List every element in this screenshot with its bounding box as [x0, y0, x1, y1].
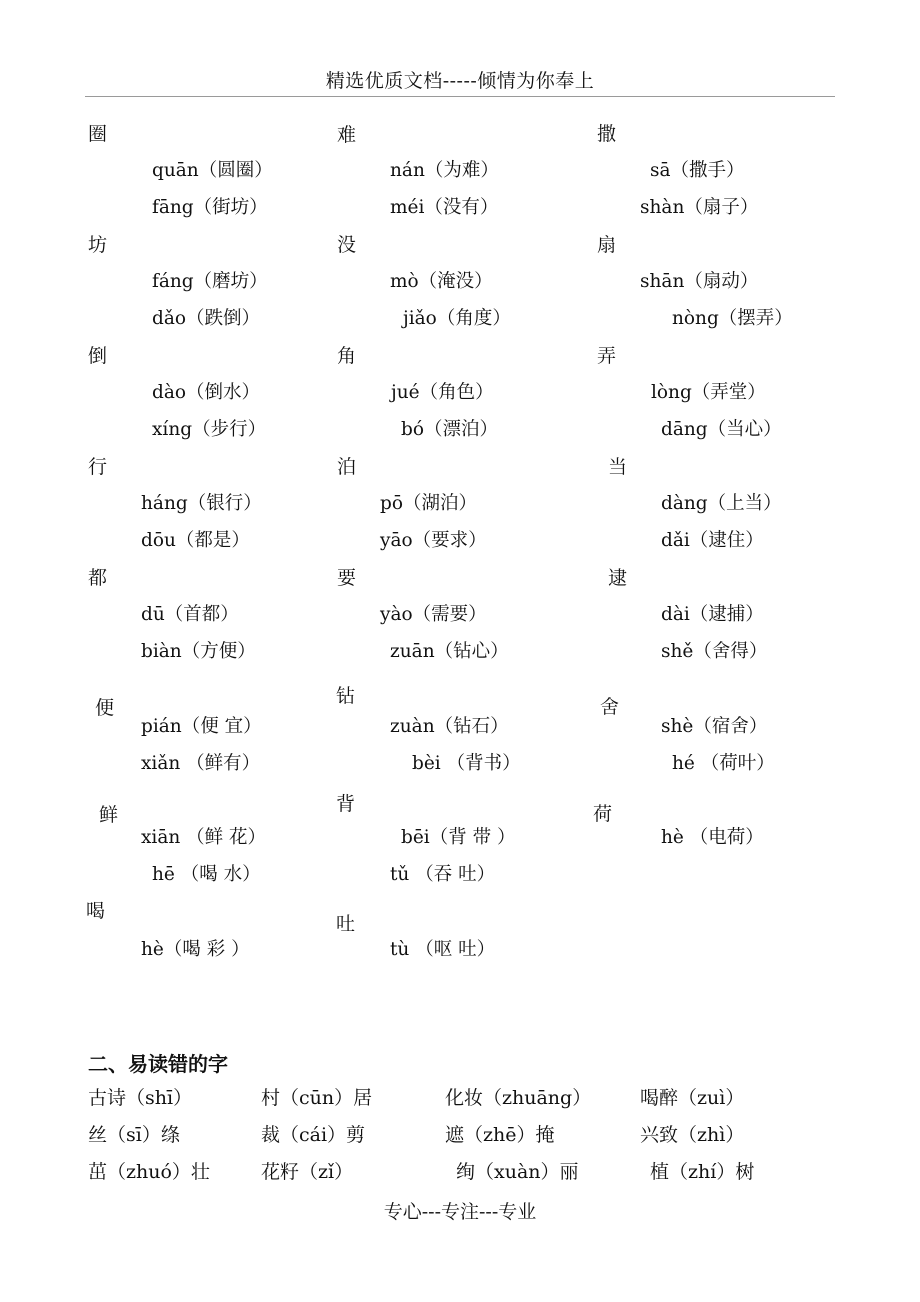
section-title: 二、易读错的字: [88, 1052, 228, 1076]
reading: quān（圆圈）: [152, 160, 273, 181]
reading: hē （喝 水）: [152, 864, 261, 885]
reading: dū（首都）: [141, 604, 239, 625]
char-xing: 行: [88, 456, 108, 478]
reading: fāng（街坊）: [152, 197, 268, 218]
reading: tù （呕 吐）: [390, 939, 496, 960]
char-tu: 吐: [336, 913, 356, 935]
reading: yào（需要）: [380, 604, 487, 625]
reading: yāo（要求）: [380, 530, 487, 551]
page-footer: 专心---专注---专业: [383, 1201, 537, 1223]
char-bei: 背: [336, 793, 356, 815]
word: 化妆（zhuāng）: [445, 1087, 592, 1109]
char-dao: 倒: [88, 345, 108, 367]
reading: hè （电荷）: [661, 827, 764, 848]
char-dai: 逮: [608, 567, 628, 589]
char-yao: 要: [337, 567, 357, 589]
char-dou: 都: [88, 567, 108, 589]
reading: shě（舍得）: [661, 641, 768, 662]
word: 植（zhí）树: [650, 1161, 755, 1183]
reading: dào（倒水）: [152, 382, 261, 403]
word: 丝（sī）绦: [88, 1124, 180, 1146]
reading: nán（为难）: [390, 160, 499, 181]
reading: zuàn（钻石）: [390, 716, 509, 737]
char-she: 舍: [600, 696, 620, 718]
word: 遮（zhē）掩: [445, 1124, 555, 1146]
reading: bēi（背 带 ）: [401, 827, 516, 848]
reading: xiǎn （鲜有）: [141, 753, 261, 774]
char-fang: 坊: [88, 234, 108, 256]
reading: tǔ （吞 吐）: [390, 864, 496, 885]
reading: pō（湖泊）: [380, 493, 477, 514]
reading: dāng（当心）: [661, 419, 782, 440]
char-jiao: 角: [337, 345, 357, 367]
reading: bó（漂泊）: [401, 419, 498, 440]
reading: sā（撒手）: [650, 160, 745, 181]
word: 茁（zhuó）壮: [88, 1161, 210, 1183]
reading: jué（角色）: [391, 382, 494, 403]
char-zuan: 钻: [336, 685, 356, 707]
char-he: 喝: [86, 900, 106, 922]
reading: pián（便 宜）: [141, 716, 262, 737]
char-quan: 圈: [88, 123, 108, 145]
word: 古诗（shī）: [88, 1087, 193, 1109]
char-shan: 扇: [597, 234, 617, 256]
word: 兴致（zhì）: [640, 1124, 745, 1146]
reading: jiǎo（角度）: [403, 308, 511, 329]
reading: lòng（弄堂）: [651, 382, 766, 403]
reading: fáng（磨坊）: [152, 271, 268, 292]
reading: méi（没有）: [390, 197, 499, 218]
reading: mò（淹没）: [390, 271, 493, 292]
reading: hé （荷叶）: [672, 753, 775, 774]
reading: shān（扇动）: [640, 271, 759, 292]
reading: biàn（方便）: [141, 641, 256, 662]
word: 村（cūn）居: [261, 1087, 373, 1109]
char-he2: 荷: [593, 803, 613, 825]
char-bian: 便: [95, 697, 115, 719]
header-divider: [85, 96, 835, 97]
reading: dàng（上当）: [661, 493, 782, 514]
char-dang: 当: [608, 456, 628, 478]
reading: dōu（都是）: [141, 530, 250, 551]
word: 花籽（zǐ）: [261, 1161, 354, 1183]
reading: xiān （鲜 花）: [141, 827, 267, 848]
char-mei: 没: [337, 234, 357, 256]
word: 喝醉（zuì）: [640, 1087, 745, 1109]
word: 绚（xuàn）丽: [456, 1161, 579, 1183]
char-nan: 难: [337, 124, 357, 146]
word: 裁（cái）剪: [261, 1124, 366, 1146]
char-xian: 鲜: [99, 804, 119, 826]
reading: shè（宿舍）: [661, 716, 768, 737]
reading: hè（喝 彩 ）: [141, 939, 250, 960]
reading: dǎo（跌倒）: [152, 308, 261, 329]
reading: dǎi（逮住）: [661, 530, 764, 551]
reading: háng（银行）: [141, 493, 262, 514]
char-nong: 弄: [597, 345, 617, 367]
page-header: 精选优质文档-----倾情为你奉上: [325, 70, 595, 92]
reading: nòng（摆弄）: [672, 308, 793, 329]
reading: zuān（钻心）: [390, 641, 509, 662]
reading: dài（逮捕）: [661, 604, 764, 625]
char-bo: 泊: [337, 456, 357, 478]
reading: xíng（步行）: [152, 419, 267, 440]
reading: bèi （背书）: [412, 753, 521, 774]
reading: shàn（扇子）: [640, 197, 759, 218]
char-sa: 撒: [597, 123, 617, 145]
